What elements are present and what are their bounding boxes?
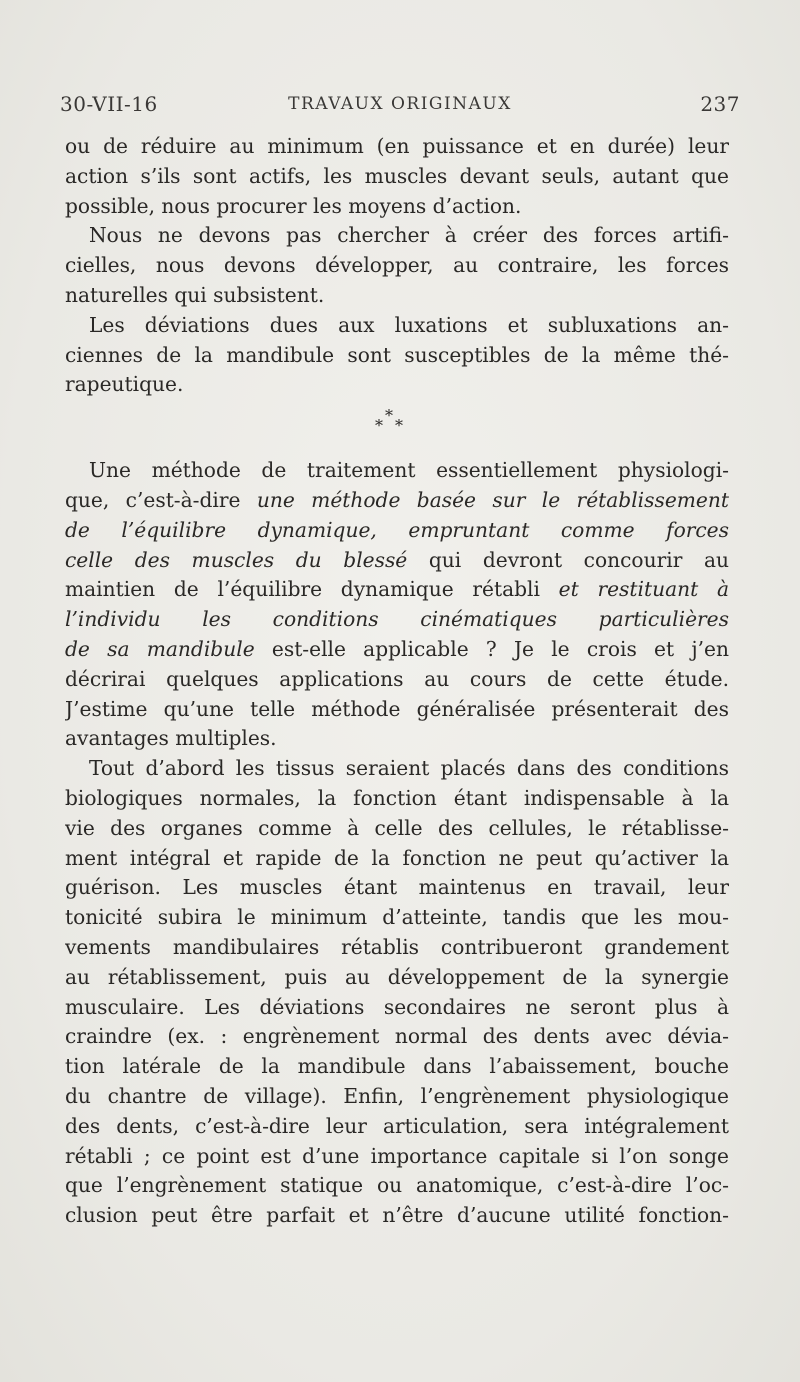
asterism-star: *: [385, 406, 393, 426]
header-title: TRAVAUX ORIGINAUX: [288, 94, 512, 114]
text-line: [65, 1082, 729, 1112]
text-segment: ciennes de la mandibule sont susceptibles de la même thé-: [65, 342, 729, 367]
text-segment: vements mandibulaires rétablis contribueront grandement: [65, 934, 729, 959]
text-line: [65, 1142, 729, 1172]
text-segment: clusion peut être parfait et n’être d’aucune utilité fonction-: [65, 1203, 729, 1228]
text-line: [65, 933, 729, 963]
text-line: [65, 605, 729, 635]
text-line: [65, 754, 729, 784]
text-segment: avantages multiples.: [65, 726, 277, 751]
text-segment: du chantre de village). Enfin, l’engrènement physiologique: [65, 1083, 729, 1108]
text-line: [65, 311, 729, 341]
text-line: [65, 1022, 729, 1052]
text-segment: ou de réduire au minimum (en puissance et en durée) leur: [65, 134, 729, 158]
text-segment: qui devront concourir au: [407, 547, 729, 572]
text-segment: guérison. Les muscles étant maintenus en travail, leur: [65, 875, 729, 900]
text-line: [65, 486, 729, 516]
asterism-star: *: [395, 416, 403, 436]
text-line: [65, 1112, 729, 1142]
text-segment: Les déviations dues aux luxations et subluxations an-: [89, 312, 729, 337]
text-segment: J’estime qu’une telle méthode généralisée présenterait des: [65, 696, 729, 721]
text-segment: que, c’est-à-dire: [65, 487, 257, 512]
text-line: [65, 575, 729, 605]
text-segment: Tout d’abord les tissus seraient placés dans des conditions: [89, 756, 729, 781]
text-line: [65, 873, 729, 903]
text-segment: cielles, nous devons développer, au contraire, les forces: [65, 253, 729, 278]
text-segment: rétabli ; ce point est d’une importance capitale si l’on songe: [65, 1143, 729, 1168]
text-line: [65, 546, 729, 576]
text-segment: tonicité subira le minimum d’atteinte, tandis que les mou-: [65, 905, 729, 930]
text-line: [65, 695, 729, 725]
text-line: [65, 635, 729, 665]
text-line: [65, 844, 729, 874]
text-line: [65, 341, 729, 371]
text-segment: musculaire. Les déviations secondaires ne seront plus à: [65, 994, 729, 1019]
text-line: [65, 903, 729, 933]
text-segment: décrirai quelques applications au cours de cette étude.: [65, 666, 729, 691]
text-line: [65, 665, 729, 695]
italic-text-segment: et restituant à: [558, 577, 729, 602]
text-line: [65, 132, 729, 162]
text-segment: biologiques normales, la fonction étant indispensable à la: [65, 785, 729, 810]
text-segment: ment intégral et rapide de la fonction ne peut qu’activer la: [65, 845, 729, 870]
text-segment: craindre (ex. : engrènement normal des dents avec dévia-: [65, 1024, 729, 1049]
text-segment: Nous ne devons pas chercher à créer des forces artifi-: [89, 223, 729, 248]
text-line: [65, 251, 729, 281]
running-head: [60, 92, 740, 118]
text-segment: vie des organes comme à celle des cellules, le rétablisse-: [65, 815, 729, 840]
text-segment: maintien de l’équilibre dynamique rétabli: [65, 577, 559, 602]
body-text: [65, 132, 729, 1231]
text-line: [65, 1052, 729, 1082]
text-line: [65, 516, 729, 546]
asterism-star: *: [375, 416, 383, 436]
text-line: [65, 192, 729, 222]
text-line: [65, 993, 729, 1023]
text-line: [65, 963, 729, 993]
italic-text-segment: l’individu les conditions cinématiques particulières: [65, 607, 729, 632]
text-segment: rapeutique.: [65, 372, 184, 397]
italic-text-segment: de l’équilibre dynamique, empruntant comme forces: [65, 517, 729, 542]
text-line: [65, 221, 729, 251]
text-segment: possible, nous procurer les moyens d’action.: [65, 193, 522, 218]
text-line: [65, 1201, 729, 1231]
text-segment: tion latérale de la mandibule dans l’abaissement, bouche: [65, 1054, 729, 1079]
text-line: [65, 162, 729, 192]
asterism-separator: [65, 404, 729, 456]
text-segment: naturelles qui subsistent.: [65, 282, 325, 307]
text-line: [65, 281, 729, 311]
text-segment: est-elle applicable ? Je le crois et j’en: [254, 636, 729, 661]
header-date: 30-VII-16: [60, 92, 158, 116]
text-segment: action s’ils sont actifs, les muscles devant seuls, autant que: [65, 163, 729, 188]
text-segment: que l’engrènement statique ou anatomique, c’est-à-dire l’oc-: [65, 1173, 729, 1198]
page-number: 237: [700, 92, 740, 116]
text-line: [65, 370, 729, 400]
text-line: [65, 456, 729, 486]
text-line: [65, 814, 729, 844]
text-segment: au rétablissement, puis au développement de la synergie: [65, 964, 729, 989]
text-line: [65, 724, 729, 754]
text-line: [65, 1171, 729, 1201]
italic-text-segment: une méthode basée sur le rétablissement: [256, 487, 729, 512]
italic-text-segment: celle des muscles du blessé: [65, 547, 408, 572]
italic-text-segment: de sa mandibule: [65, 636, 255, 661]
text-segment: Une méthode de traitement essentiellement physiologi-: [89, 458, 729, 483]
text-segment: des dents, c’est-à-dire leur articulation, sera intégralement: [65, 1113, 729, 1138]
text-line: [65, 784, 729, 814]
